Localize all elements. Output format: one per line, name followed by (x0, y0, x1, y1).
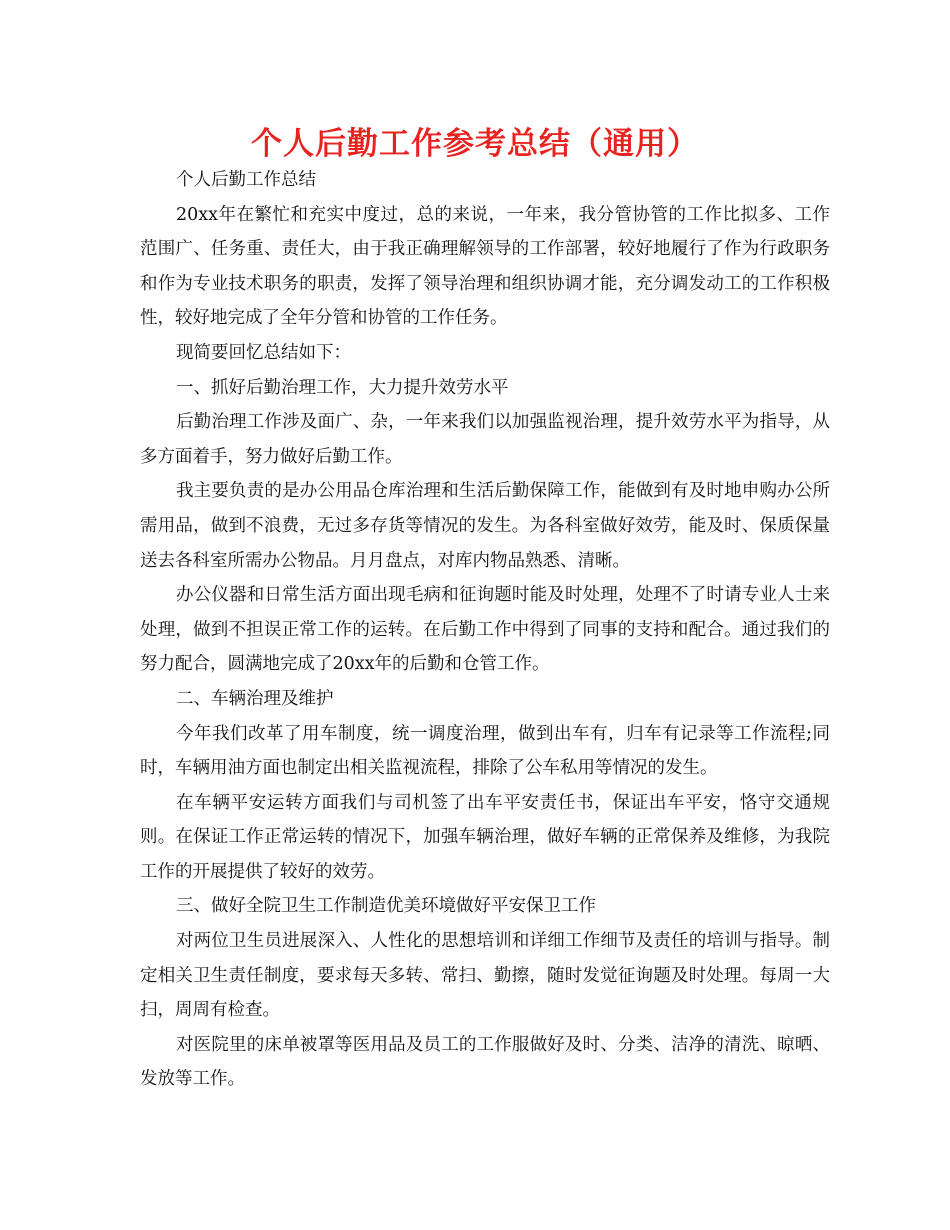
paragraph: 在车辆平安运转方面我们与司机签了出车平安责任书，保证出车平安，恪守交通规则。在保证工作正常运转的情况下，加强车辆治理，做好车辆的正常保养及维修，为我院工作的开展提供了较好的效劳。 (140, 792, 830, 882)
document-body (140, 163, 830, 1097)
paragraph: 对两位卫生员进展深入、人性化的思想培训和详细工作细节及责任的培训与指导。制定相关卫生责任制度，要求每天多转、常扫、勤擦，随时发觉征询题及时处理。每周一大扫，周周有检查。 (140, 931, 830, 1021)
paragraph: 现简要回忆总结如下： (176, 342, 351, 363)
paragraph: 对医院里的床单被罩等医用品及员工的工作服做好及时、分类、洁净的清洗、晾晒、发放等工作。 (140, 1034, 830, 1090)
paragraph: 我主要负责的是办公用品仓库治理和生活后勤保障工作，能做到有及时地申购办公所需用品，做到不浪费，无过多存货等情况的发生。为各科室做好效劳，能及时、保质保量送去各科室所需办公物品。月月盘点，对库内物品熟悉、清晰。 (140, 481, 830, 571)
paragraph: 今年我们改革了用车制度，统一调度治理，做到出车有，归车有记录等工作流程;同时，车辆用油方面也制定出相关监视流程，排除了公车私用等情况的发生。 (140, 723, 830, 779)
paragraph: 后勤治理工作涉及面广、杂，一年来我们以加强监视治理，提升效劳水平为指导，从多方面着手，努力做好后勤工作。 (140, 412, 830, 467)
section-heading-1: 一、抓好后勤治理工作，大力提升效劳水平 (176, 377, 509, 398)
paragraph: 办公仪器和日常生活方面出现毛病和征询题时能及时处理，处理不了时请专业人士来处理，做到不担误正常工作的运转。在后勤工作中得到了同事的支持和配合。通过我们的努力配合，圆满地完成了20xx年的后勤和仓管工作。 (140, 585, 830, 675)
paragraph-subtitle: 个人后勤工作总结 (176, 170, 316, 190)
paragraph: 20xx年在繁忙和充实中度过，总的来说，一年来，我分管协管的工作比拟多、工作范围广、任务重、责任大，由于我正确理解领导的工作部署，较好地履行了作为行政职务和作为专业技术职务的职责，发挥了领导治理和组织协调才能，充分调发动工的工作积极性，较好地完成了全年分管和协管的工作任务。 (140, 204, 830, 329)
document-title: 个人后勤工作参考总结（通用） (251, 126, 699, 162)
section-heading-2: 二、车辆治理及维护 (176, 688, 334, 709)
section-heading-3: 三、做好全院卫生工作制造优美环境做好平安保卫工作 (176, 896, 596, 917)
